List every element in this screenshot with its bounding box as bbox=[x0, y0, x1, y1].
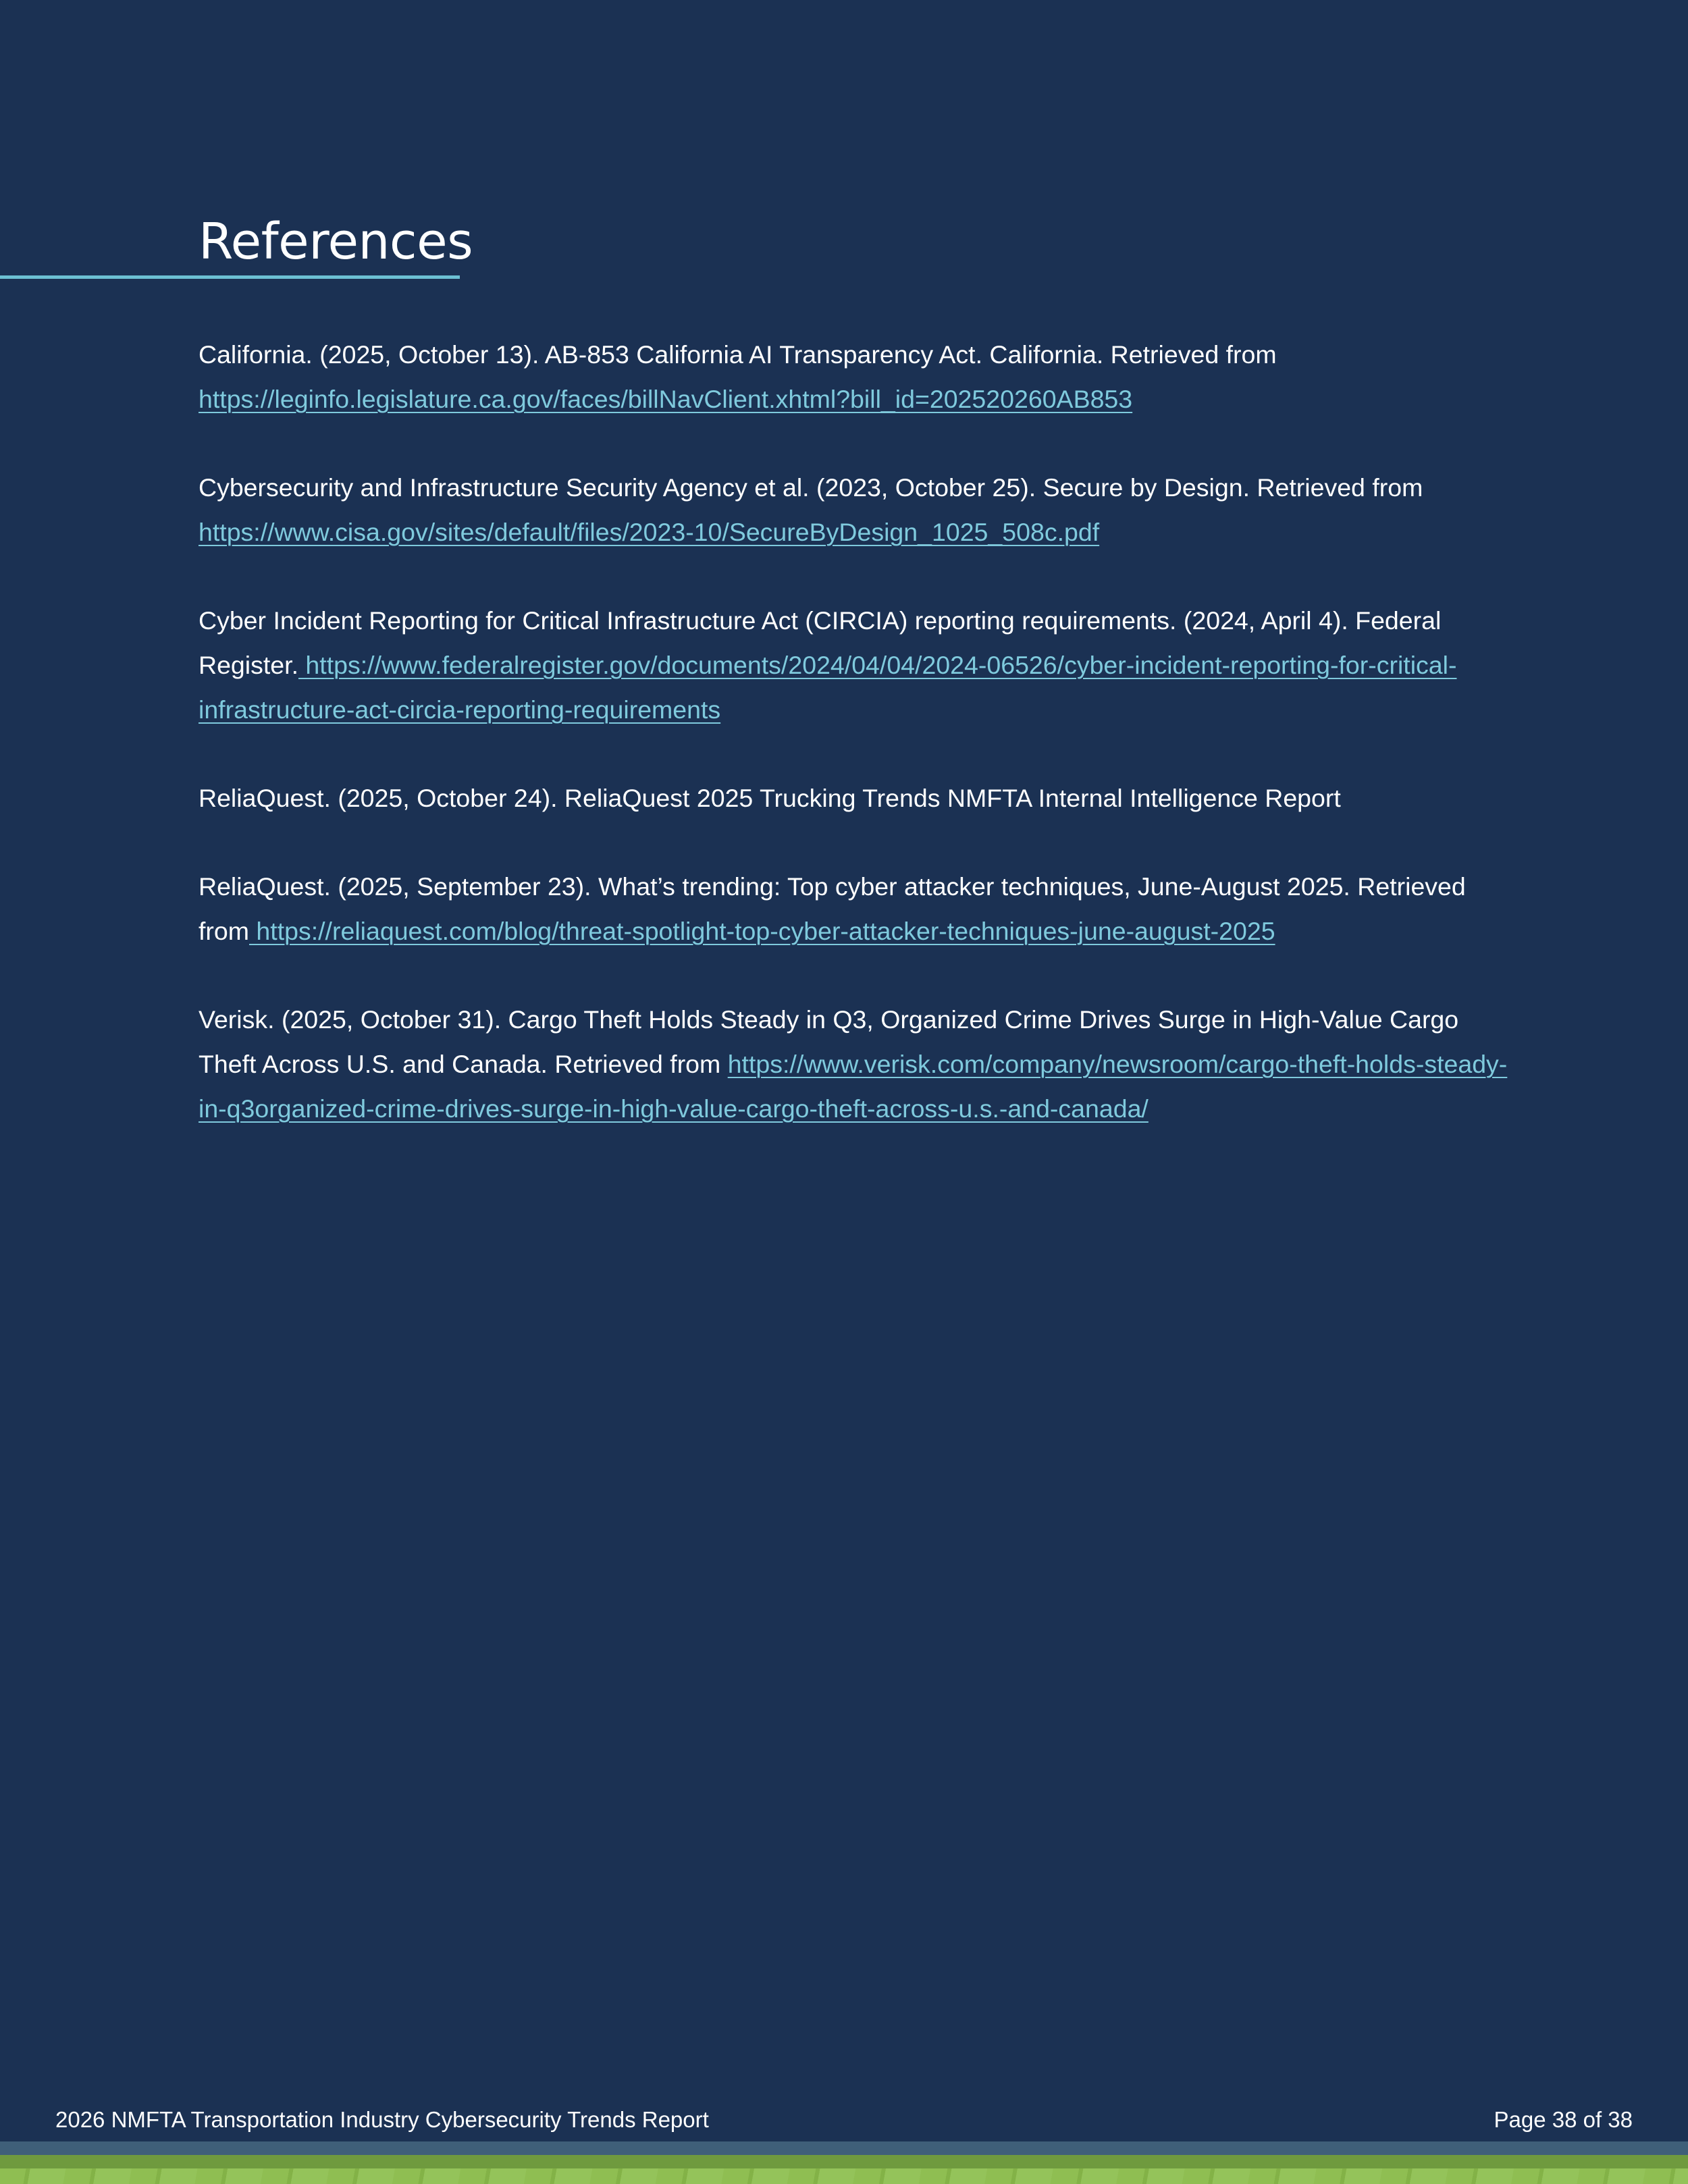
reference-text: Verisk. (2025, October 31). Cargo Theft Holds Steady in Q3, Organized Crime Drives Surge in High-Value Cargo Theft Across U.S. and Canada. Retrieved from bbox=[199, 1005, 1459, 1078]
reference-link[interactable]: https://reliaquest.com/blog/threat-spotlight-top-cyber-attacker-techniques-june-august-2025 bbox=[249, 917, 1275, 945]
footer-report-title: 2026 NMFTA Transportation Industry Cybersecurity Trends Report bbox=[55, 2107, 709, 2132]
page-title: References bbox=[199, 213, 473, 271]
reference-text: Cybersecurity and Infrastructure Security Agency et al. (2023, October 25). Secure by Design. Retrieved from bbox=[199, 473, 1423, 502]
reference-link[interactable]: https://www.federalregister.gov/documents/2024/04/04/2024-06526/cyber-incident-reporting-for-critical-infrastructure-act-circia-reporting-requirements bbox=[199, 651, 1457, 724]
footer-band-slate bbox=[0, 2141, 1688, 2155]
reference-link[interactable]: https://www.verisk.com/company/newsroom/cargo-theft-holds-steady-in-q3organized-crime-drives-surge-in-high-value-cargo-theft-across-u.s.-and-canada/ bbox=[199, 1050, 1508, 1123]
reference-link[interactable]: https://leginfo.legislature.ca.gov/faces/billNavClient.xhtml?bill_id=202520260AB853 bbox=[199, 385, 1133, 413]
page-footer bbox=[0, 2098, 1688, 2141]
reference-link[interactable]: https://www.cisa.gov/sites/default/files/2023-10/SecureByDesign_1025_508c.pdf bbox=[199, 518, 1100, 546]
reference-entry bbox=[199, 997, 1508, 1131]
reference-entry bbox=[199, 598, 1508, 732]
title-underline-rule bbox=[0, 275, 460, 279]
reference-entry bbox=[199, 332, 1508, 421]
reference-text: ReliaQuest. (2025, October 24). ReliaQuest 2025 Trucking Trends NMFTA Internal Intelligence Report bbox=[199, 784, 1341, 812]
footer-band-green-dark bbox=[0, 2155, 1688, 2168]
reference-text: Cyber Incident Reporting for Critical Infrastructure Act (CIRCIA) reporting requirements. (2024, April 4). Federal Register. bbox=[199, 606, 1442, 679]
reference-entry bbox=[199, 776, 1508, 820]
reference-list bbox=[199, 332, 1508, 1175]
reference-text: ReliaQuest. (2025, September 23). What’s trending: Top cyber attacker techniques, June-August 2025. Retrieved from bbox=[199, 872, 1466, 945]
footer-page-number: Page 38 of 38 bbox=[1494, 2107, 1633, 2132]
reference-entry bbox=[199, 864, 1508, 953]
reference-text: California. (2025, October 13). AB-853 California AI Transparency Act. California. Retrieved from bbox=[199, 340, 1277, 369]
footer-band-green-texture bbox=[0, 2168, 1688, 2184]
reference-entry bbox=[199, 465, 1508, 554]
